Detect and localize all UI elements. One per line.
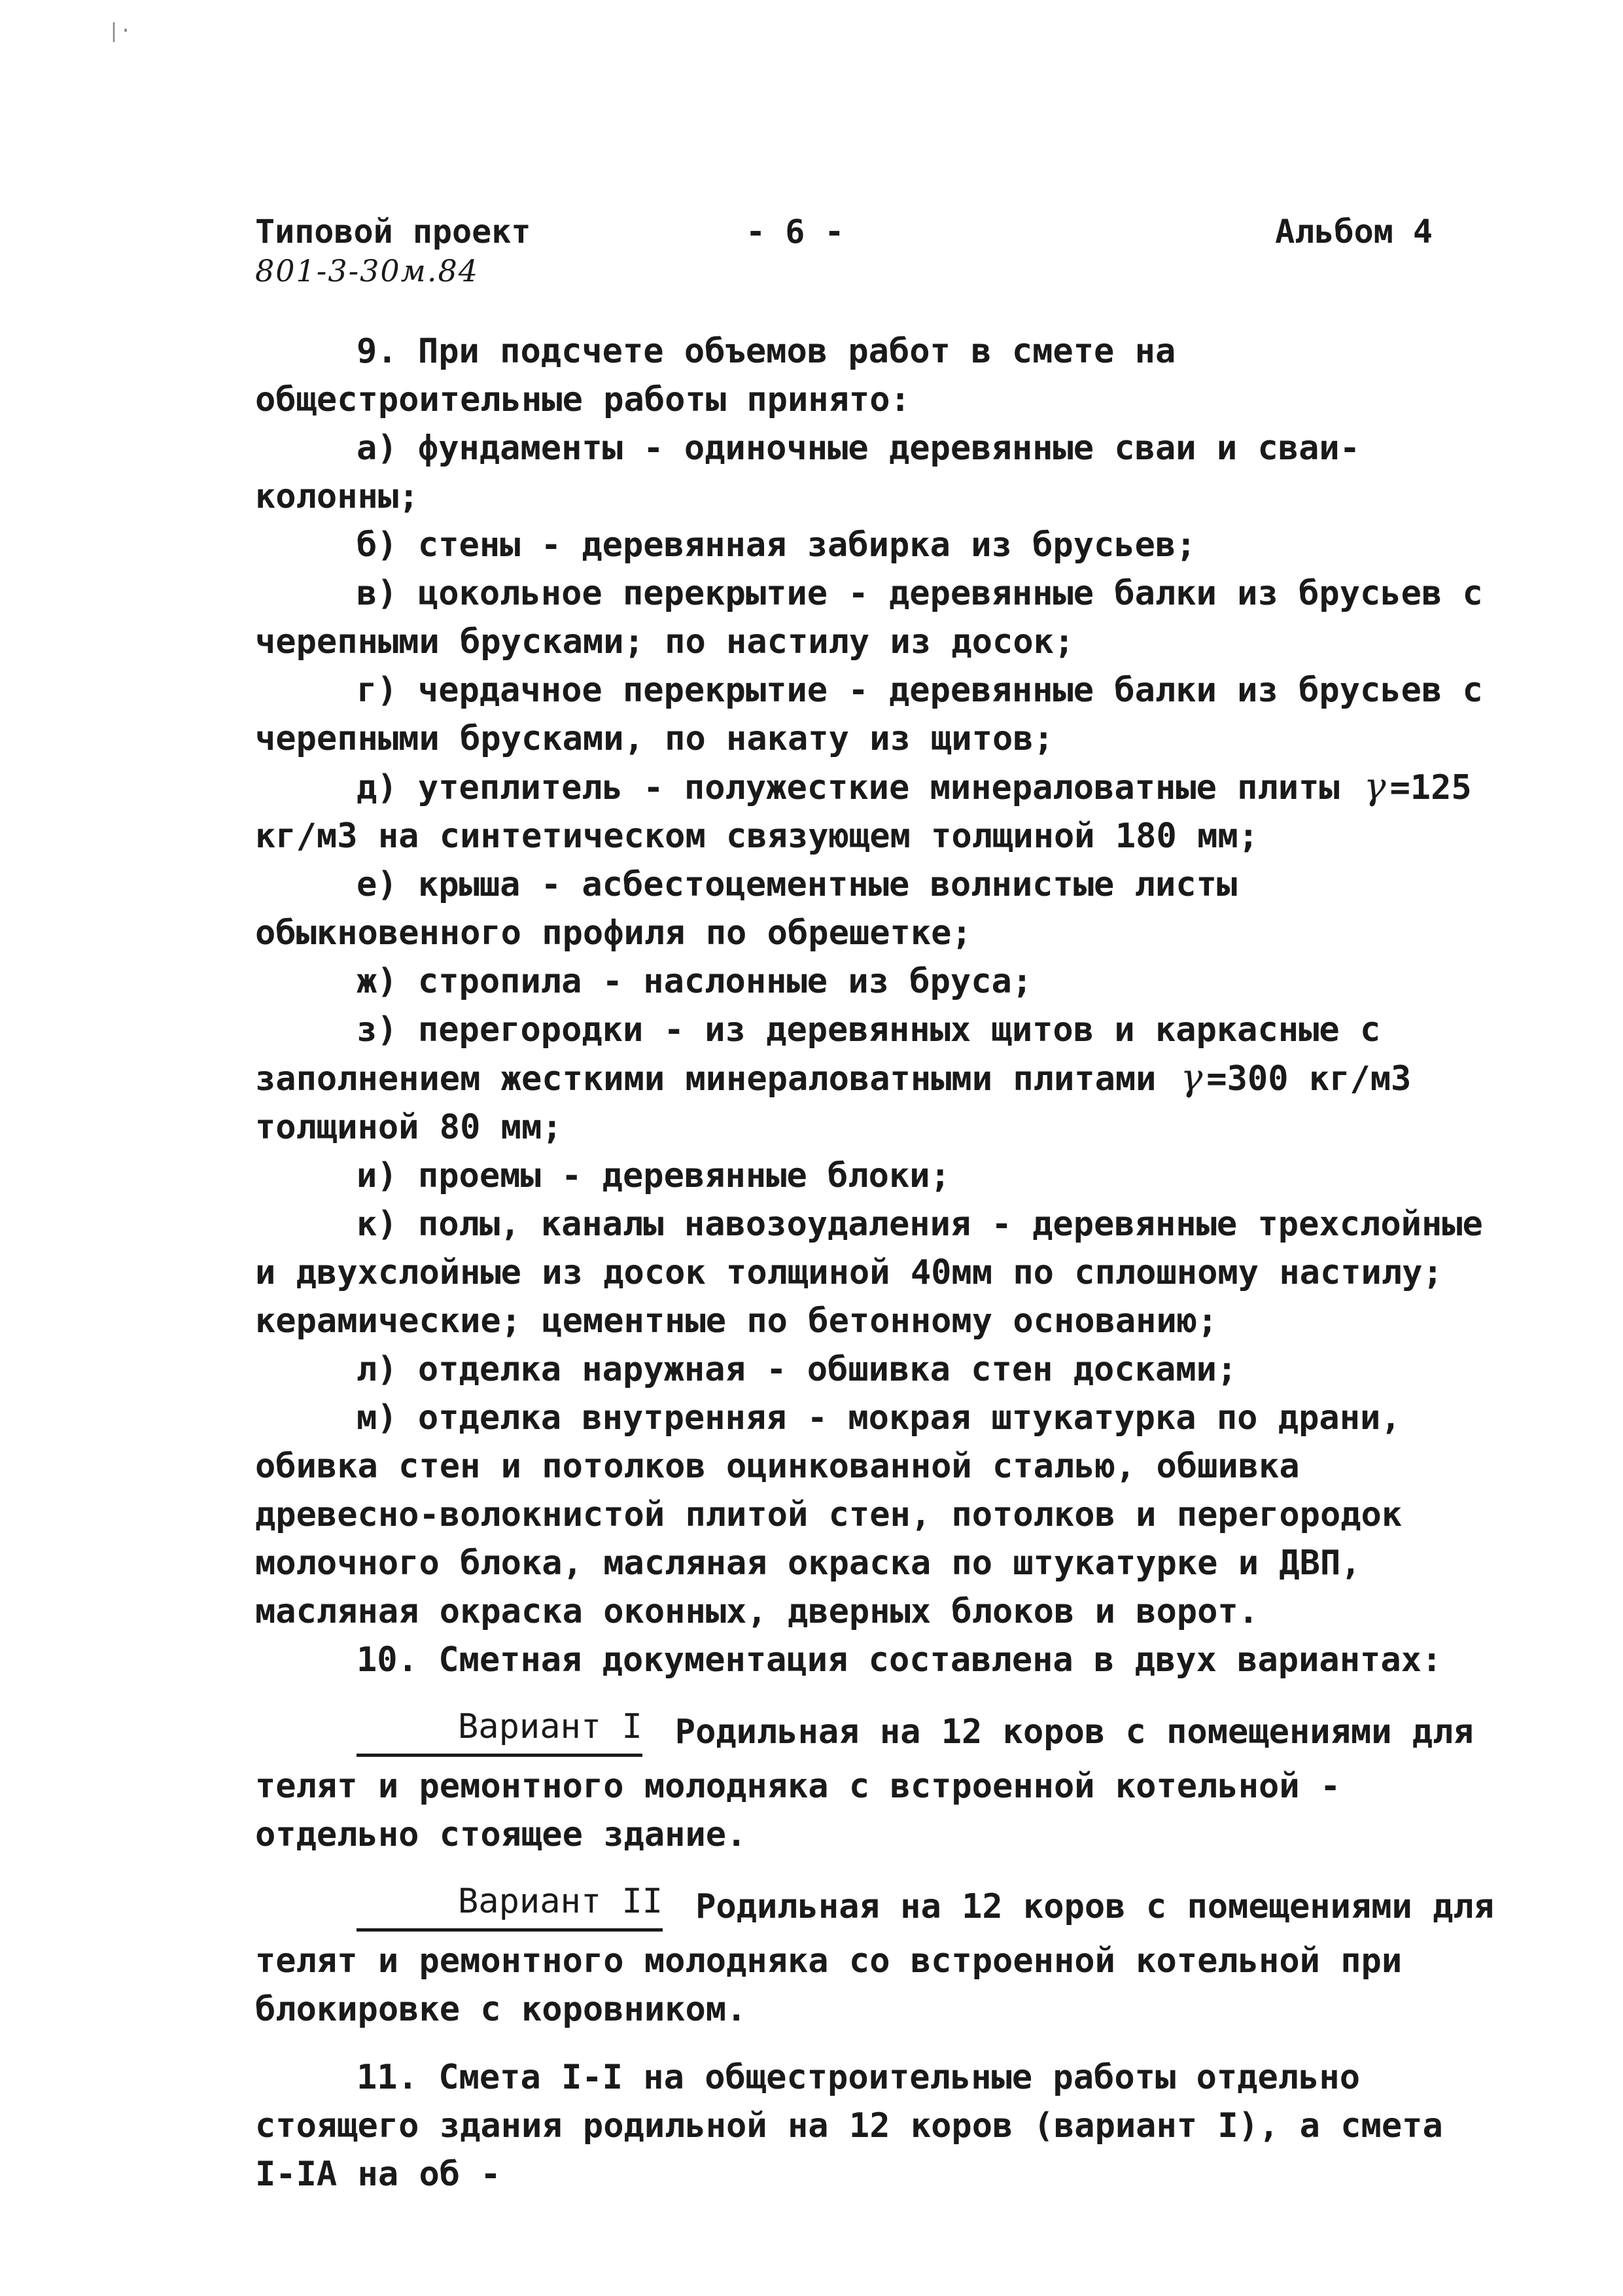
variant-1 bbox=[255, 1708, 1498, 1859]
item-m: м) отделка внутренняя - мокрая штукатурка по драни, обивка стен и потолков оцинкованной сталью, обшивка древесно-волокнистой плитой стен, потолков и перегородок молочного блока, масляная окраска по штукатурке и ДВП, масляная окраска оконных, дверных блоков и ворот. bbox=[255, 1398, 1403, 1631]
item-b: б) стены - деревянная забирка из брусьев; bbox=[357, 525, 1196, 565]
gamma-symbol: γ bbox=[1364, 766, 1386, 808]
corner-mark: |· bbox=[108, 20, 132, 43]
item-g: г) чердачное перекрытие - деревянные балки из брусьев с черепными брусками, по накату из щитов; bbox=[255, 671, 1483, 758]
variant-1-text: Родильная на 12 коров с помещениями для телят и ремонтного молодняка с встроенной котельной - отдельно стоящее здание. bbox=[255, 1712, 1474, 1854]
item-k: к) полы, каналы навозоудаления - деревянные трехслойные и двухслойные из досок толщиной 40мм по сплошному настилу; керамические; цементные по бетонному основанию; bbox=[255, 1205, 1483, 1341]
item-d-value: =125 кг/м3 на синтетическом связующем толщиной 180 мм; bbox=[255, 768, 1472, 856]
item-z bbox=[255, 1006, 1498, 1152]
page-header bbox=[255, 213, 1433, 289]
item-v: в) цокольное перекрытие - деревянные балки из брусьев с черепными брусками; по настилу из досок; bbox=[255, 574, 1483, 662]
item-l: л) отделка наружная - обшивка стен досками; bbox=[357, 1350, 1238, 1389]
page-number: - 6 - bbox=[746, 213, 845, 251]
item-z-text: з) перегородки - из деревянных щитов и каркасные с заполнением жесткими минераловатными плитами bbox=[255, 1010, 1381, 1099]
variant-2-label: Вариант II bbox=[357, 1877, 663, 1932]
variant-1-label: Вариант I bbox=[357, 1703, 642, 1757]
item-zh: ж) стропила - наслонные из бруса; bbox=[357, 962, 1033, 1001]
header-album-label: Альбом 4 bbox=[1275, 213, 1433, 251]
section-11: 11. Смета I-I на общестроительные работы отдельно стоящего здания родильной на 12 коров (вариант I), а смета I-IA на об - bbox=[255, 2058, 1443, 2194]
variant-2 bbox=[255, 1882, 1498, 2034]
gamma-symbol: γ bbox=[1180, 1057, 1203, 1099]
item-i: и) проемы - деревянные блоки; bbox=[357, 1156, 951, 1195]
handwritten-project-number: 801-3-30м.84 bbox=[255, 253, 479, 289]
item-z-value: =300 кг/м3 толщиной 80 мм; bbox=[255, 1059, 1412, 1147]
item-e: е) крыша - асбестоцементные волнистые листы обыкновенного профиля по обрешетке; bbox=[255, 865, 1238, 953]
item-d bbox=[255, 763, 1498, 860]
header-project-label: Типовой проект bbox=[255, 213, 531, 251]
item-a: а) фундаменты - одиночные деревянные сваи и сваи-колонны; bbox=[255, 429, 1361, 516]
section-10-intro: 10. Сметная документация составлена в двух вариантах: bbox=[357, 1640, 1442, 1680]
section-9-intro: 9. При подсчете объемов работ в смете на общестроительные работы принято: bbox=[255, 332, 1176, 419]
document-body bbox=[255, 327, 1498, 2199]
variant-2-text: Родильная на 12 коров с помещениями для телят и ремонтного молодняка со встроенной котельной при блокировке с коровником. bbox=[255, 1887, 1495, 2029]
item-d-text: д) утеплитель - полужесткие минераловатные плиты bbox=[357, 768, 1340, 807]
